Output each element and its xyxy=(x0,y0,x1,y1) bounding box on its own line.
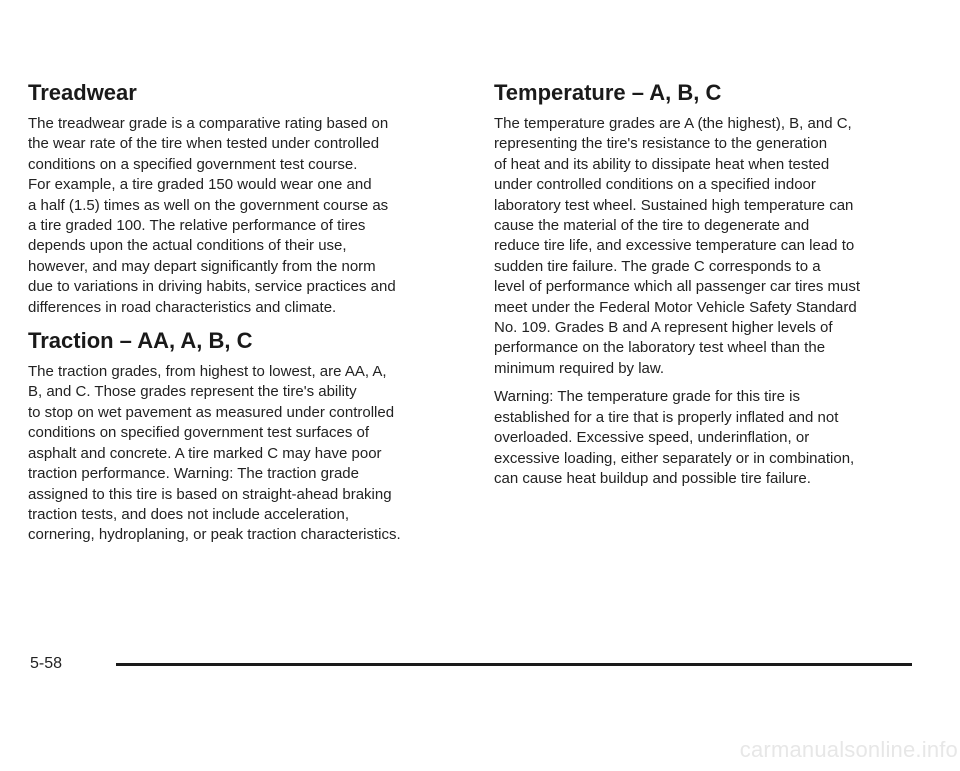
right-column xyxy=(494,80,934,489)
page-number: 5-58 xyxy=(30,655,63,672)
temperature-warning-paragraph: Warning: The temperature grade for this tire is established for a tire that is properly inflated and not overloaded. Excessive speed, underinflation, or excessive loading, either separately or in combination, can cause heat buildup and possible tire failure. xyxy=(494,388,855,487)
treadwear-paragraph: The treadwear grade is a comparative rating based on the wear rate of the tire when tested under controlled conditions on a specified government test course. For example, a tire graded 150 would wear one and a half (1.5) times as well on the government course as a tire graded 100. The relative performance of tires depends upon the actual conditions of their use, however, and may depart significantly from the norm due to variations in driving habits, service practices and differences in road characteristics and climate. xyxy=(28,115,396,316)
footer-rule xyxy=(116,663,912,666)
left-column xyxy=(28,80,468,546)
watermark-text: carmanualsonline.info xyxy=(739,737,958,762)
temperature-heading: Temperature – A, B, C xyxy=(494,80,722,105)
traction-heading: Traction – AA, A, B, C xyxy=(28,328,253,354)
temperature-paragraph: The temperature grades are A (the highest), B, and C, representing the tire's resistance to the generation of heat and its ability to dissipate heat when tested under controlled conditions on a specified indoor laboratory test wheel. Sustained high temperature can cause the material of the tire to degenerate and reduce tire life, and excessive temperature can lead to sudden tire failure. The grade C corresponds to a level of performance which all passenger car tires must meet under the Federal Motor Vehicle Safety Standard No. 109. Grades B and A represent higher levels of performance on the laboratory test wheel than the minimum required by law. xyxy=(494,115,860,377)
traction-paragraph: The traction grades, from highest to lowest, are AA, A, B, and C. Those grades represent the tire's ability to stop on wet pavement as measured under controlled conditions on specified government test surfaces of asphalt and concrete. A tire marked C may have poor traction performance. Warning: The traction grade assigned to this tire is based on straight-ahead braking traction tests, and does not include acceleration, cornering, hydroplaning, or peak traction characteristics. xyxy=(28,363,401,544)
watermark xyxy=(0,737,960,763)
treadwear-heading: Treadwear xyxy=(28,80,137,105)
